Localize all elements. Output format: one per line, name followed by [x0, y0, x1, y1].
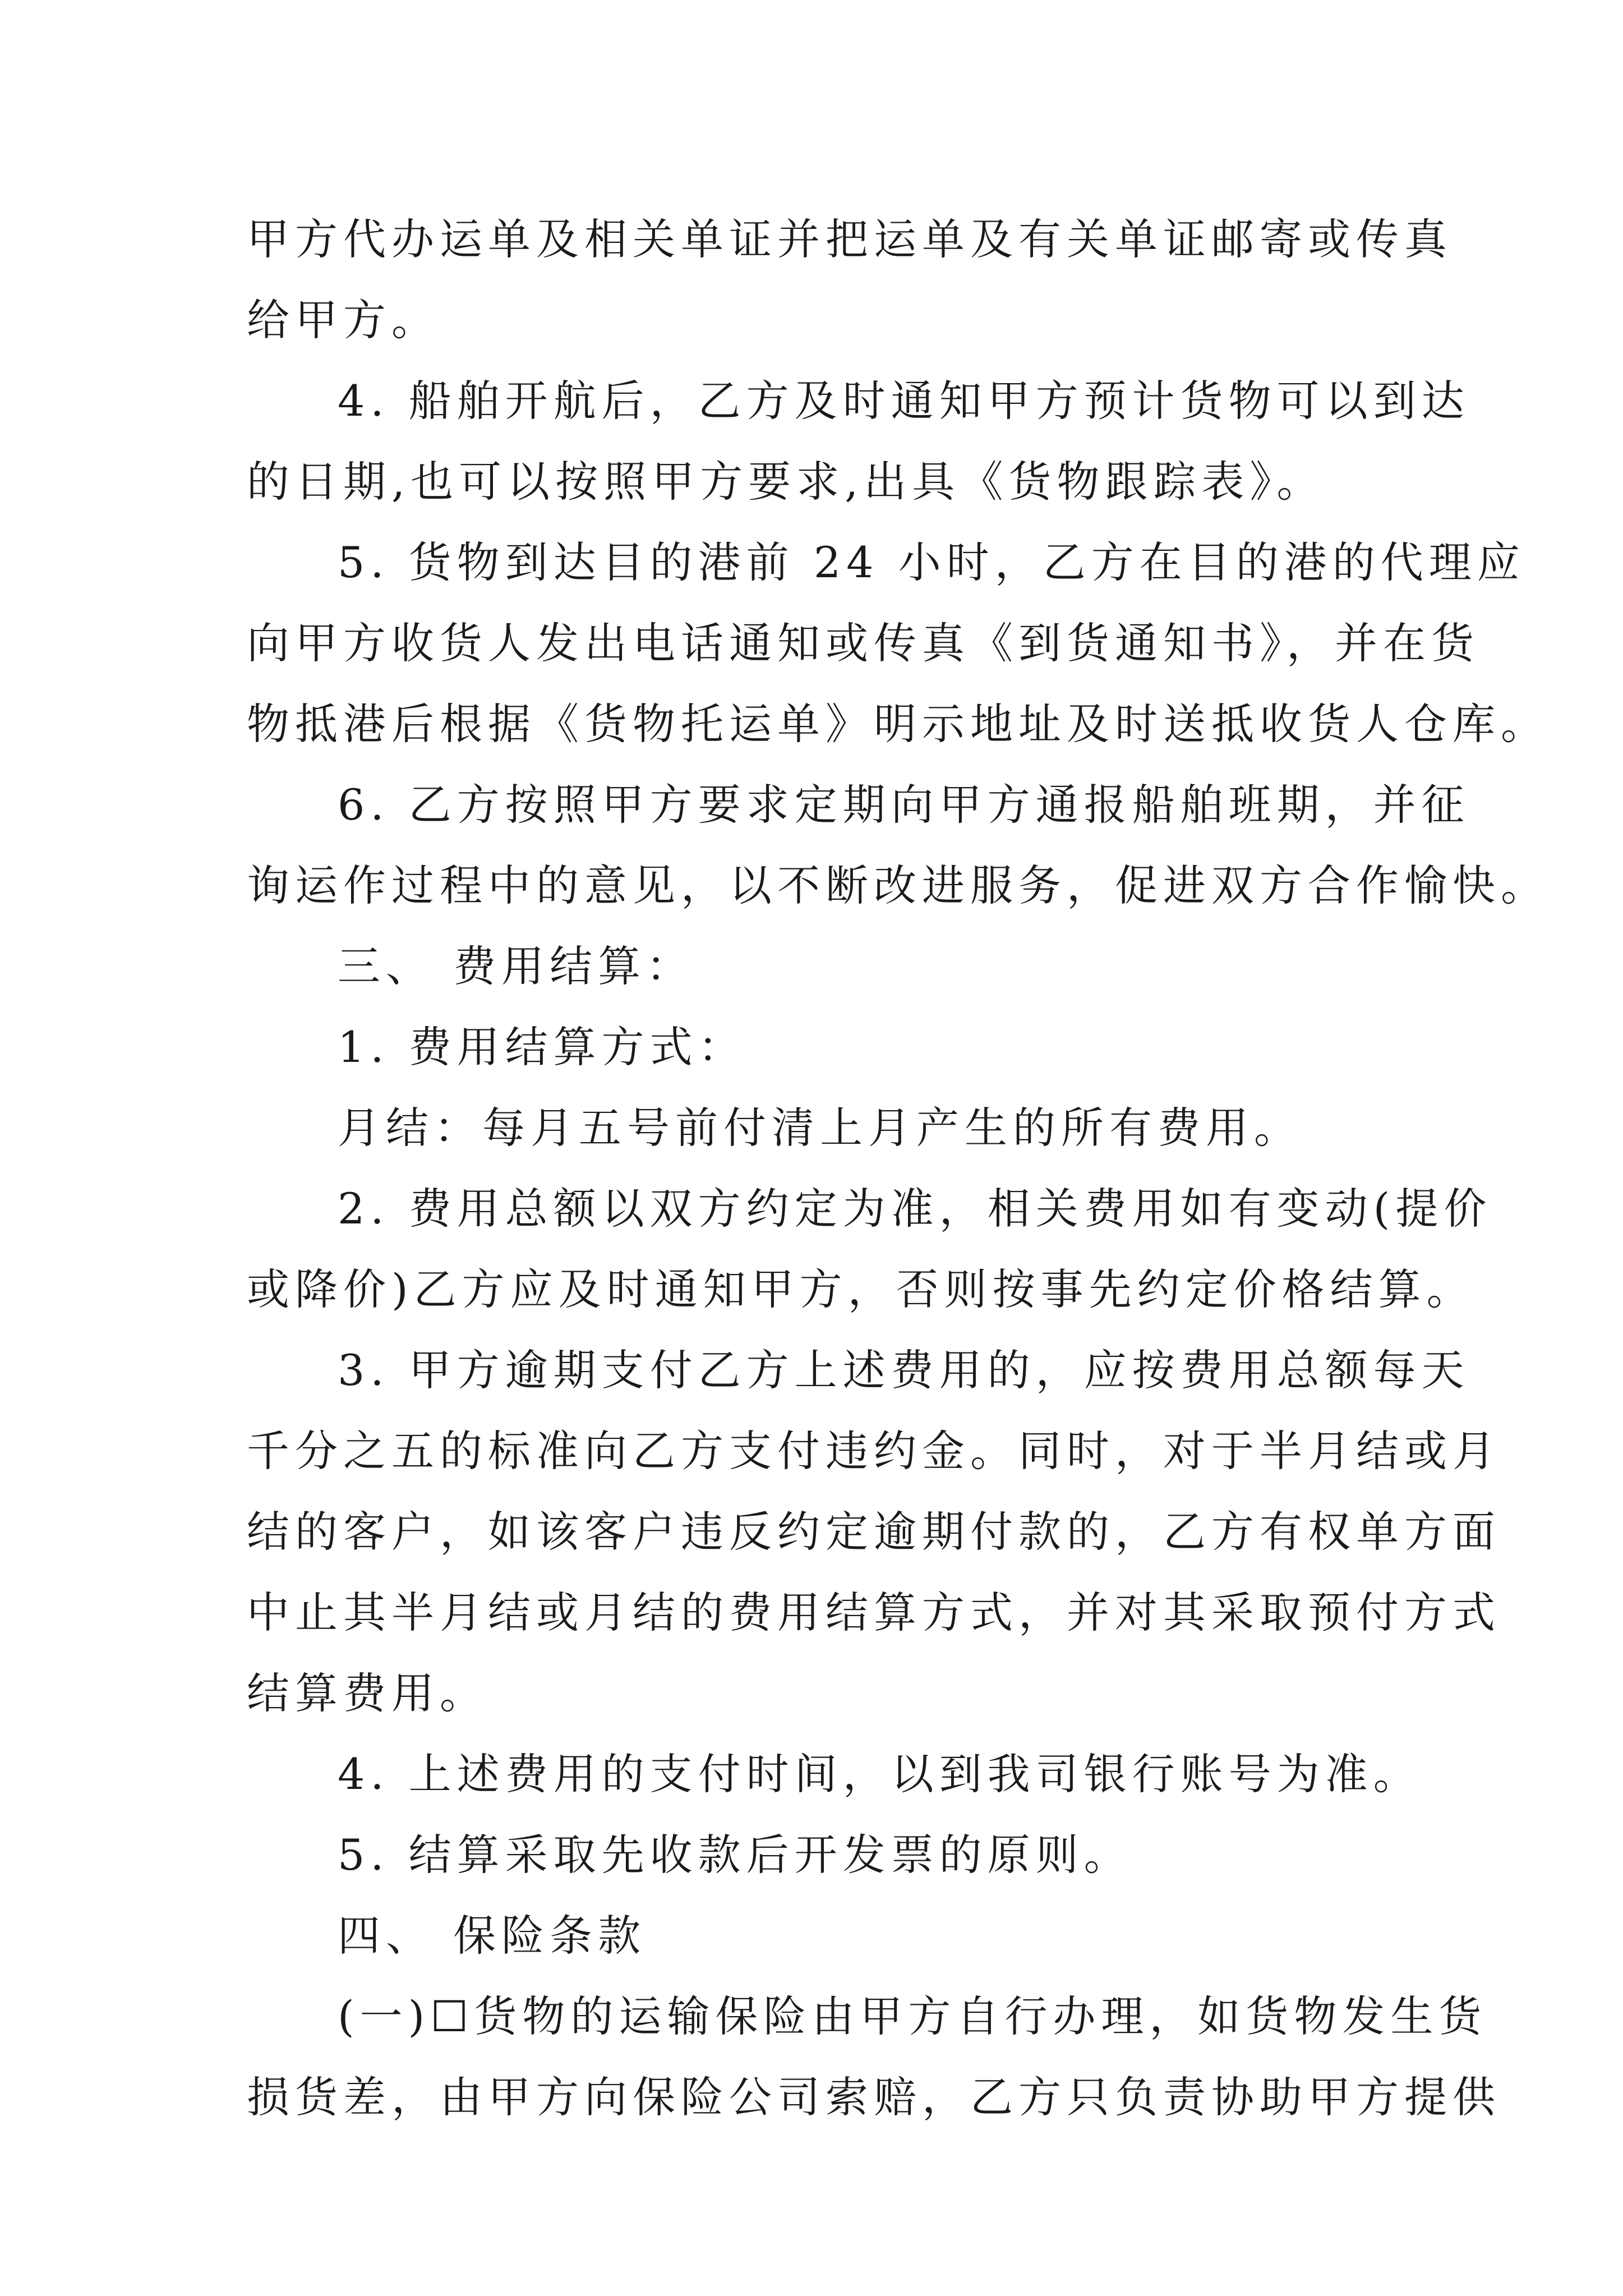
text-line: 结的客户，如该客户违反约定逾期付款的，乙方有权单方面 — [247, 1507, 1501, 1557]
text-line: 1. 费用结算方式： — [338, 1022, 746, 1072]
text-line: 向甲方收货人发出电话通知或传真《到货通知书》，并在货 — [247, 618, 1479, 668]
document-body — [247, 199, 1549, 2138]
text-line: 给甲方。 — [247, 295, 440, 345]
text-line: 3. 甲方逾期支付乙方上述费用的，应按费用总额每天 — [338, 1345, 1470, 1395]
text-line: 2. 费用总额以双方约定为准，相关费用如有变动(提价 — [338, 1184, 1492, 1234]
text-line: 5. 结算采取先收款后开发票的原则。 — [338, 1830, 1132, 1880]
section-heading: 四、 保险条款 — [338, 1911, 647, 1961]
section-heading: 三、 费用结算： — [338, 941, 695, 991]
text-line: 月结：每月五号前付清上月产生的所有费用。 — [338, 1103, 1302, 1153]
text-line: 或降价)乙方应及时通知甲方，否则按事先约定价格结算。 — [247, 1264, 1475, 1314]
text-line: 询运作过程中的意见，以不断改进服务，促进双方合作愉快。 — [247, 861, 1549, 910]
text-line: 4. 上述费用的支付时间，以到我司银行账号为准。 — [338, 1749, 1422, 1799]
text-line: 损货差，由甲方向保险公司索赔，乙方只负责协助甲方提供 — [247, 2072, 1501, 2122]
text-line: 甲方代办运单及相关单证并把运单及有关单证邮寄或传真 — [247, 214, 1453, 264]
text-line: 的日期,也可以按照甲方要求,出具《货物跟踪表》。 — [247, 457, 1325, 507]
text-line: 千分之五的标准向乙方支付违约金。同时，对于半月结或月 — [247, 1426, 1501, 1476]
text-line: 5. 货物到达目的港前 24 小时，乙方在目的港的代理应 — [338, 537, 1525, 587]
text-line: 物抵港后根据《货物托运单》明示地址及时送抵收货人仓库。 — [247, 699, 1549, 749]
text-line: 6. 乙方按照甲方要求定期向甲方通报船舶班期，并征 — [338, 780, 1470, 830]
text-line: 结算费用。 — [247, 1668, 488, 1718]
text-line: 中止其半月结或月结的费用结算方式，并对其采取预付方式 — [247, 1588, 1501, 1637]
text-line: 4. 船舶开航后，乙方及时通知甲方预计货物可以到达 — [338, 376, 1470, 426]
text-line: (一)☐货物的运输保险由甲方自行办理，如货物发生货 — [338, 1991, 1487, 2041]
